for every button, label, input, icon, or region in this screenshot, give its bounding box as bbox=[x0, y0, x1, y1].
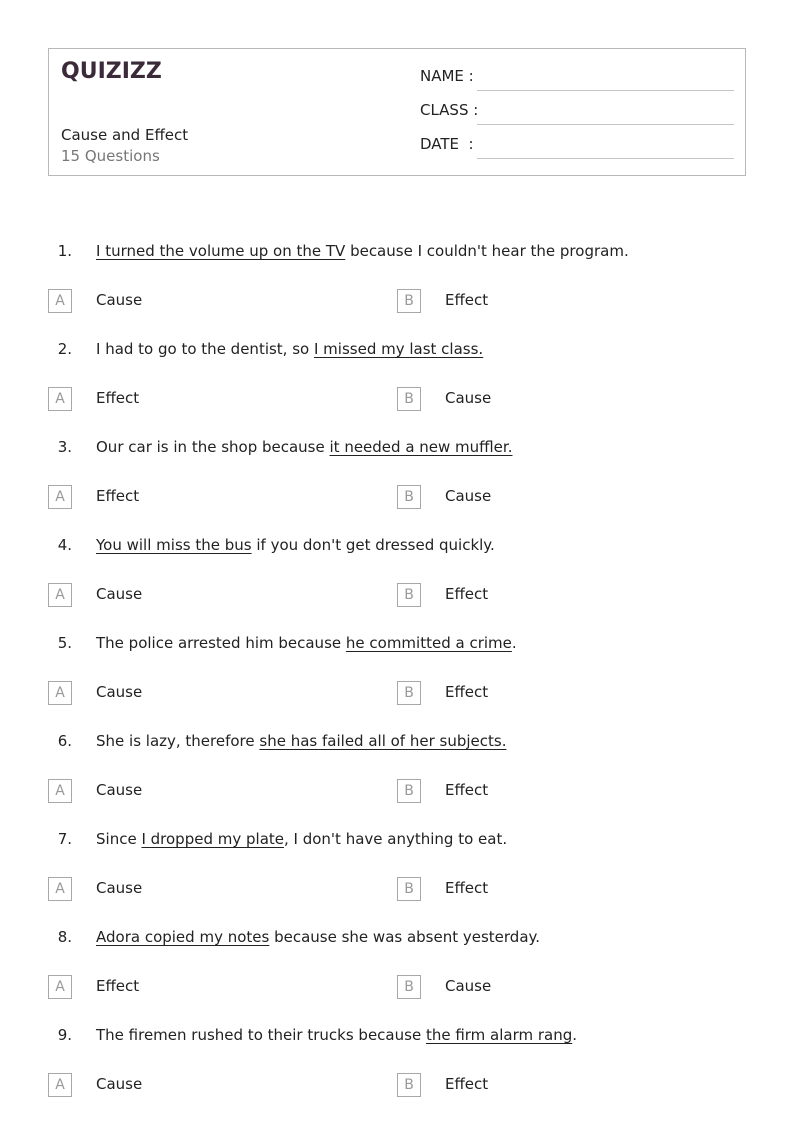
name-field[interactable] bbox=[420, 67, 734, 91]
question-number: 7. bbox=[57, 830, 72, 848]
option-a-text[interactable]: Cause bbox=[96, 1075, 143, 1093]
option-a-text[interactable]: Cause bbox=[96, 781, 143, 799]
class-line[interactable] bbox=[477, 124, 734, 125]
question-phrase: because I couldn't hear the program. bbox=[345, 242, 629, 260]
underlined-phrase: You will miss the bus bbox=[96, 536, 252, 554]
question-number: 1. bbox=[57, 242, 72, 260]
option-b-text[interactable]: Effect bbox=[445, 585, 489, 603]
question-count: 15 Questions bbox=[61, 147, 160, 165]
question-phrase: I had to go to the dentist, so bbox=[96, 340, 314, 358]
underlined-phrase: I dropped my plate bbox=[141, 830, 284, 848]
question-text bbox=[96, 830, 507, 848]
option-b-text[interactable]: Cause bbox=[445, 389, 492, 407]
option-a-text[interactable]: Cause bbox=[96, 291, 143, 309]
date-label: DATE : bbox=[420, 135, 474, 153]
underlined-phrase: the firm alarm rang bbox=[425, 1026, 573, 1044]
option-b-text[interactable]: Effect bbox=[445, 291, 489, 309]
option-b-box[interactable]: B bbox=[397, 779, 421, 803]
option-a-box[interactable]: A bbox=[48, 485, 72, 509]
option-b-box[interactable]: B bbox=[397, 681, 421, 705]
option-b-text[interactable]: Cause bbox=[445, 487, 492, 505]
question-text bbox=[96, 340, 483, 358]
worksheet-title: Cause and Effect bbox=[61, 126, 189, 144]
option-b-box[interactable]: B bbox=[397, 485, 421, 509]
underlined-phrase: she has failed all of her subjects. bbox=[259, 732, 507, 750]
question-phrase: . bbox=[572, 1026, 578, 1044]
option-a-box[interactable]: A bbox=[48, 877, 72, 901]
question-phrase: Since bbox=[96, 830, 142, 848]
class-field[interactable] bbox=[420, 101, 734, 125]
question-number: 6. bbox=[57, 732, 72, 750]
underlined-phrase: he committed a crime bbox=[345, 634, 512, 652]
underlined-phrase: it needed a new muffler. bbox=[329, 438, 513, 456]
option-a-text[interactable]: Cause bbox=[96, 683, 143, 701]
option-b-text[interactable]: Cause bbox=[445, 977, 492, 995]
option-a-box[interactable]: A bbox=[48, 779, 72, 803]
question-number: 5. bbox=[57, 634, 72, 652]
option-b-box[interactable]: B bbox=[397, 583, 421, 607]
question-phrase: The police arrested him because bbox=[96, 634, 346, 652]
question-number: 8. bbox=[57, 928, 72, 946]
question-text bbox=[96, 242, 629, 260]
question-text bbox=[96, 536, 495, 554]
option-a-text[interactable]: Effect bbox=[96, 977, 140, 995]
class-label: CLASS : bbox=[420, 101, 479, 119]
question-number: 4. bbox=[57, 536, 72, 554]
option-b-text[interactable]: Effect bbox=[445, 1075, 489, 1093]
option-b-box[interactable]: B bbox=[397, 289, 421, 313]
option-a-box[interactable]: A bbox=[48, 583, 72, 607]
option-a-text[interactable]: Effect bbox=[96, 389, 140, 407]
quizizz-logo: QUIZIZZ bbox=[61, 59, 162, 84]
option-a-box[interactable]: A bbox=[48, 387, 72, 411]
question-phrase: She is lazy, therefore bbox=[96, 732, 260, 750]
option-b-box[interactable]: B bbox=[397, 877, 421, 901]
question-phrase: Our car is in the shop because bbox=[96, 438, 330, 456]
option-b-box[interactable]: B bbox=[397, 1073, 421, 1097]
question-phrase: , I don't have anything to eat. bbox=[284, 830, 508, 848]
question-phrase: if you don't get dressed quickly. bbox=[251, 536, 495, 554]
option-a-box[interactable]: A bbox=[48, 681, 72, 705]
question-text bbox=[96, 928, 540, 946]
question-phrase: because she was absent yesterday. bbox=[269, 928, 541, 946]
option-a-box[interactable]: A bbox=[48, 289, 72, 313]
question-text bbox=[96, 1026, 577, 1044]
question-phrase: . bbox=[511, 634, 517, 652]
option-b-box[interactable]: B bbox=[397, 387, 421, 411]
question-number: 2. bbox=[57, 340, 72, 358]
underlined-phrase: I turned the volume up on the TV bbox=[96, 242, 346, 260]
question-text bbox=[96, 732, 506, 750]
question-number: 9. bbox=[57, 1026, 72, 1044]
name-line[interactable] bbox=[477, 90, 734, 91]
option-a-text[interactable]: Cause bbox=[96, 879, 143, 897]
option-b-text[interactable]: Effect bbox=[445, 879, 489, 897]
option-b-text[interactable]: Effect bbox=[445, 683, 489, 701]
question-number: 3. bbox=[57, 438, 72, 456]
option-a-box[interactable]: A bbox=[48, 975, 72, 999]
question-phrase: The firemen rushed to their trucks because bbox=[96, 1026, 426, 1044]
option-b-box[interactable]: B bbox=[397, 975, 421, 999]
worksheet-header bbox=[48, 48, 746, 176]
name-label: NAME : bbox=[420, 67, 474, 85]
question-text bbox=[96, 634, 517, 652]
date-field[interactable] bbox=[420, 135, 734, 159]
underlined-phrase: I missed my last class. bbox=[313, 340, 484, 358]
option-a-text[interactable]: Effect bbox=[96, 487, 140, 505]
underlined-phrase: Adora copied my notes bbox=[96, 928, 270, 946]
option-a-box[interactable]: A bbox=[48, 1073, 72, 1097]
option-a-text[interactable]: Cause bbox=[96, 585, 143, 603]
option-b-text[interactable]: Effect bbox=[445, 781, 489, 799]
question-text bbox=[96, 438, 512, 456]
date-line[interactable] bbox=[477, 158, 734, 159]
